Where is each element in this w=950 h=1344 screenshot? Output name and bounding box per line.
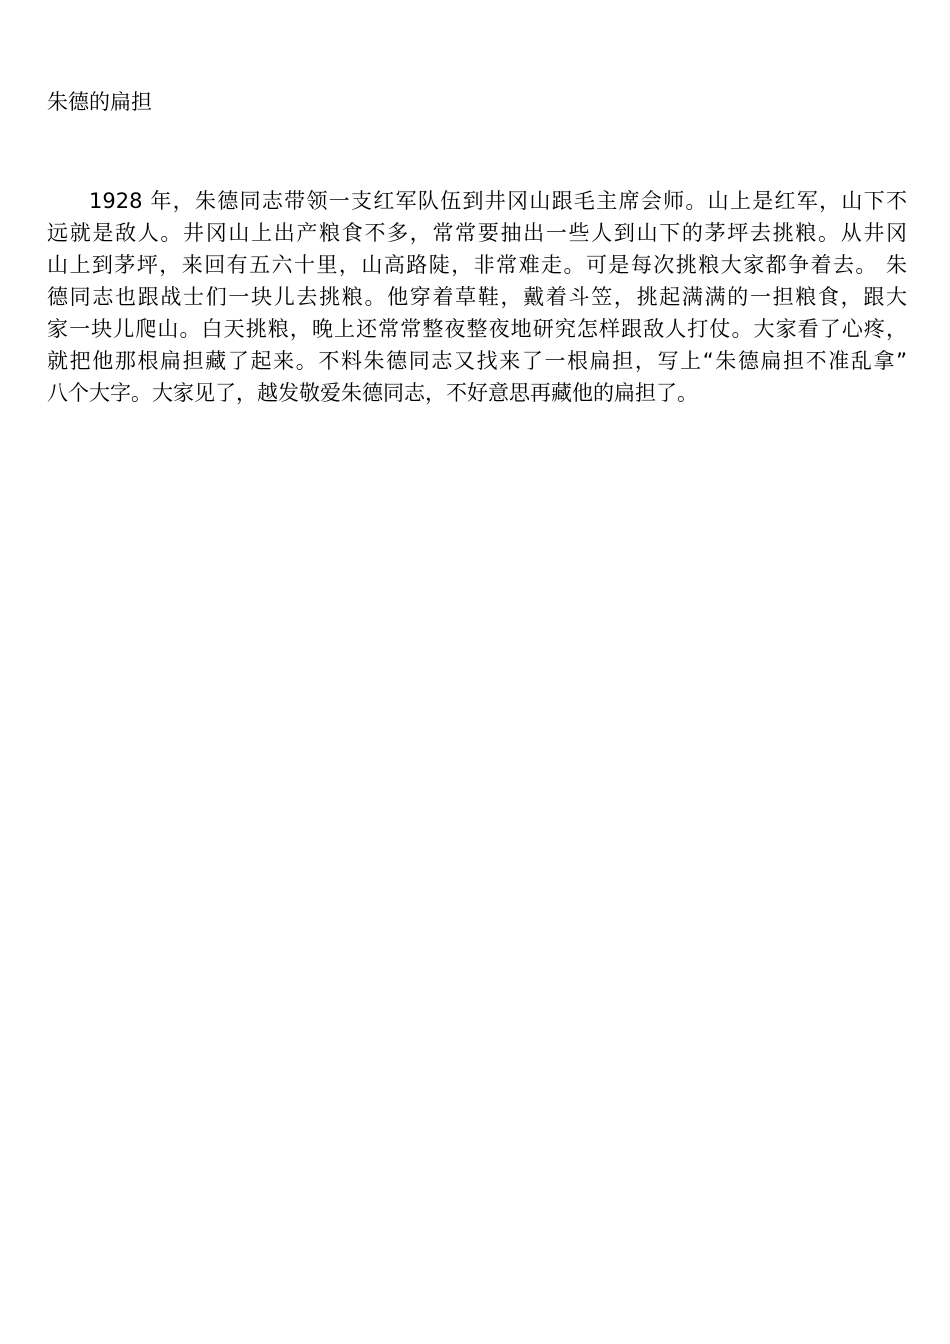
paragraph-line: 就把他那根扁担藏了起来。不料朱德同志又找来了一根扁担，写上“朱德扁担不准乱拿” xyxy=(47,349,907,373)
paragraph-line: 八个大字。大家见了，越发敬爱朱德同志，不好意思再藏他的扁担了。 xyxy=(47,381,698,405)
document-body xyxy=(47,185,907,409)
paragraph-line: 1928 年，朱德同志带领一支红军队伍到井冈山跟毛主席会师。山上是红军，山下不 xyxy=(89,189,907,213)
paragraph-line: 家一块儿爬山。白天挑粮，晚上还常常整夜整夜地研究怎样跟敌人打仗。大家看了心疼， xyxy=(47,317,907,341)
paragraph-line: 德同志也跟战士们一块儿去挑粮。他穿着草鞋，戴着斗笠，挑起满满的一担粮食，跟大 xyxy=(47,285,907,309)
paragraph-line: 远就是敌人。井冈山上出产粮食不多，常常要抽出一些人到山下的茅坪去挑粮。从井冈 xyxy=(47,221,907,245)
body-paragraph xyxy=(47,185,907,409)
document-title: 朱德的扁担 xyxy=(47,90,152,114)
paragraph-line: 山上到茅坪，来回有五六十里，山高路陡，非常难走。可是每次挑粮大家都争着去。 朱 xyxy=(47,253,907,277)
